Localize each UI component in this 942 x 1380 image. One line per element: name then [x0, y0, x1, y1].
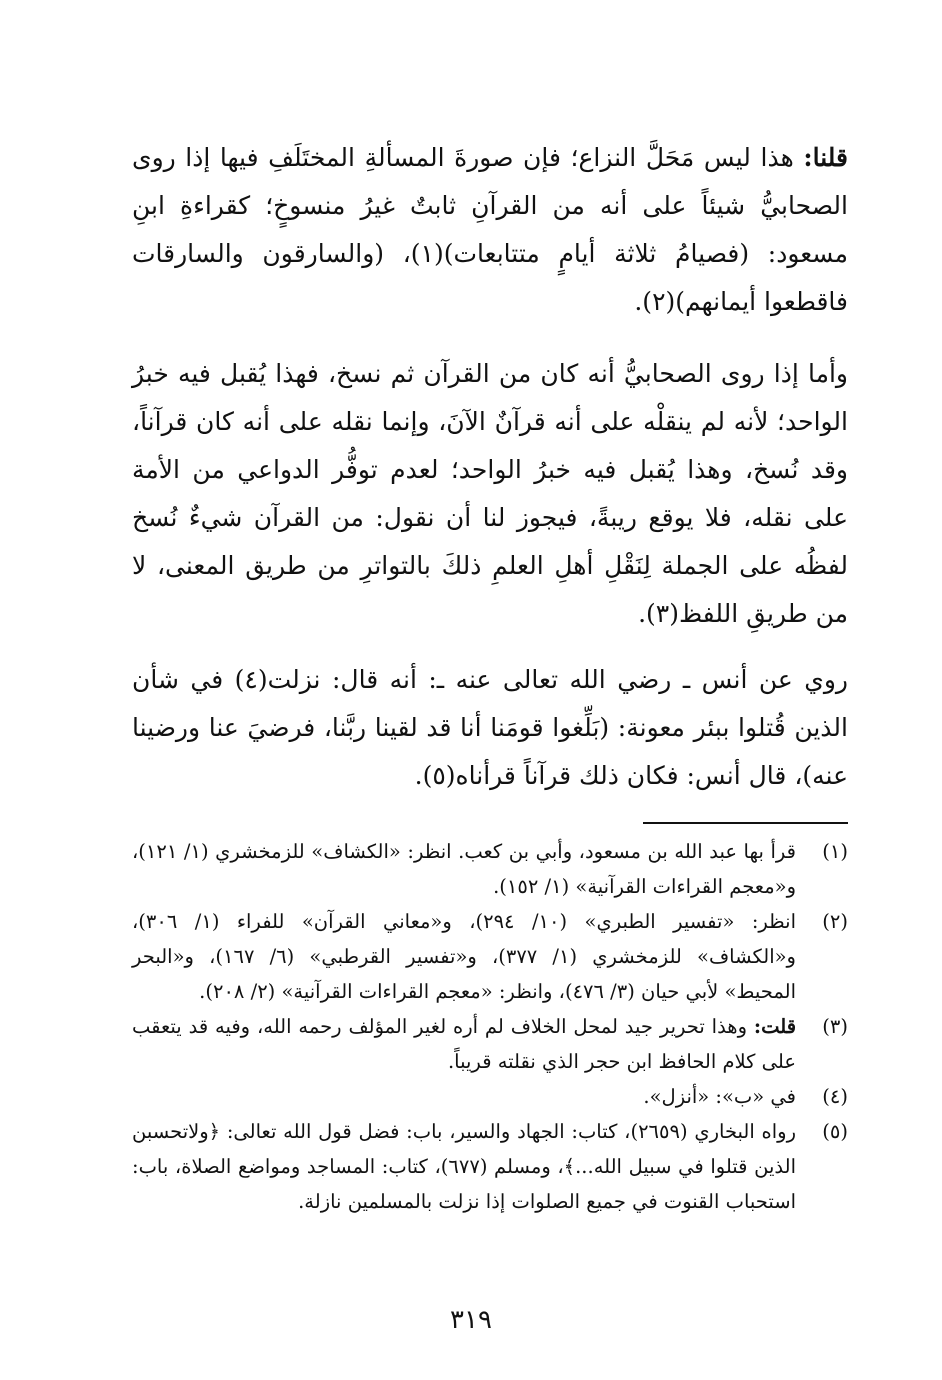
- paragraph-1-text: هذا ليس مَحَلَّ النزاع؛ فإن صورةَ المسألةِ المختَلَفِ فيها إذا روى الصحابيُّ شيئاً على أنه من القرآنِ ثابتٌ غيرُ منسوخٍ؛ كقراءةِ ابنِ مسعود: (فصيامُ ثلاثة أيامٍ متتابعات)(١)، (والسارقون والسارقات فاقطعوا أيمانهم)(٢).: [132, 143, 848, 316]
- paragraph-1: [132, 134, 848, 326]
- footnote-number: (٣): [822, 1015, 848, 1038]
- footnote-text: انظر: «تفسير الطبري» (١٠/ ٢٩٤)، و«معاني القرآن» للفراء (١/ ٣٠٦)، و«الكشاف» للزمخشري (١/ ٣٧٧)، و«تفسير القرطبي» (٦/ ١٦٧)، و«البحر المحيط» لأبي حيان (٣/ ٤٧٦)، وانظر: «معجم القراءات القرآنية» (٢/ ٢٠٨).: [132, 910, 796, 1003]
- footnote-body: [132, 1009, 796, 1079]
- footnotes: [132, 834, 848, 1219]
- paragraph-1-lead: قلنا:: [803, 143, 848, 172]
- footnote-text: في «ب»: «أنزل».: [643, 1085, 796, 1108]
- paragraph-3: روي عن أنس ـ رضي الله تعالى عنه ـ: أنه قال: نزلت(٤) في شأن الذين قُتلوا ببئر معونة: (بَلِّغوا قومَنا أنا قد لقينا ربَّنا، فرضيَ عنا ورضينا عنه)، قال أنس: فكان ذلك قرآناً قرأناه(٥).: [132, 665, 848, 790]
- footnote-number: (١): [822, 840, 848, 863]
- footnote-2: [132, 904, 848, 1009]
- footnote-text: وهذا تحرير جيد لمحل الخلاف لم أره لغير المؤلف رحمه الله، وفيه قد يتعقب على كلام الحافظ ابن حجر الذي نقلته قريباً.: [132, 1015, 796, 1073]
- footnote-1: [132, 834, 848, 904]
- footnote-lead: قلت:: [753, 1015, 797, 1038]
- footnote-number: (٥): [822, 1120, 848, 1143]
- footnote-text: قرأ بها عبد الله بن مسعود، وأبي بن كعب. انظر: «الكشاف» للزمخشري (١/ ١٢١)، و«معجم القراءات القرآنية» (١/ ١٥٢).: [132, 840, 796, 898]
- footnote-3: [132, 1009, 848, 1079]
- footnote-5: [132, 1114, 848, 1219]
- paragraph-2: وأما إذا روى الصحابيُّ أنه كان من القرآن ثم نسخ، فهذا يُقبل فيه خبرُ الواحد؛ لأنه لم ينقلْه على أنه قرآنٌ الآنَ، وإنما نقله على أنه كان قرآناً، وقد نُسخ، وهذا يُقبل فيه خبرُ الواحد؛ لعدم توفُّر الدواعي من الأمة على نقله، فلا يوقع ريبةً، فيجوز لنا أن نقول: من القرآن شيءٌ نُسخ لفظُه على الجملة لِنَقْلِ أهلِ العلمِ ذلكَ بالتواترِ من طريق المعنى، لا من طريقِ اللفظ(٣).: [132, 359, 848, 628]
- page-content: [132, 128, 848, 1358]
- footnote-text: رواه البخاري (٢٦٥٩)، كتاب: الجهاد والسير، باب: فضل قول الله تعالى: ﴿ولاتحسبن الذين قتلوا في سبيل الله...﴾، ومسلم (٦٧٧)، كتاب: المساجد ومواضع الصلاة، باب: استحباب القنوت في جميع الصلوات إذا نزلت بالمسلمين نازلة.: [132, 1120, 796, 1213]
- footnote-number: (٤): [822, 1085, 848, 1108]
- footnote-number: (٢): [822, 910, 848, 933]
- footnote-4: [132, 1079, 848, 1114]
- page-number: ٣١٩: [450, 1305, 492, 1335]
- footnote-separator: [643, 822, 848, 824]
